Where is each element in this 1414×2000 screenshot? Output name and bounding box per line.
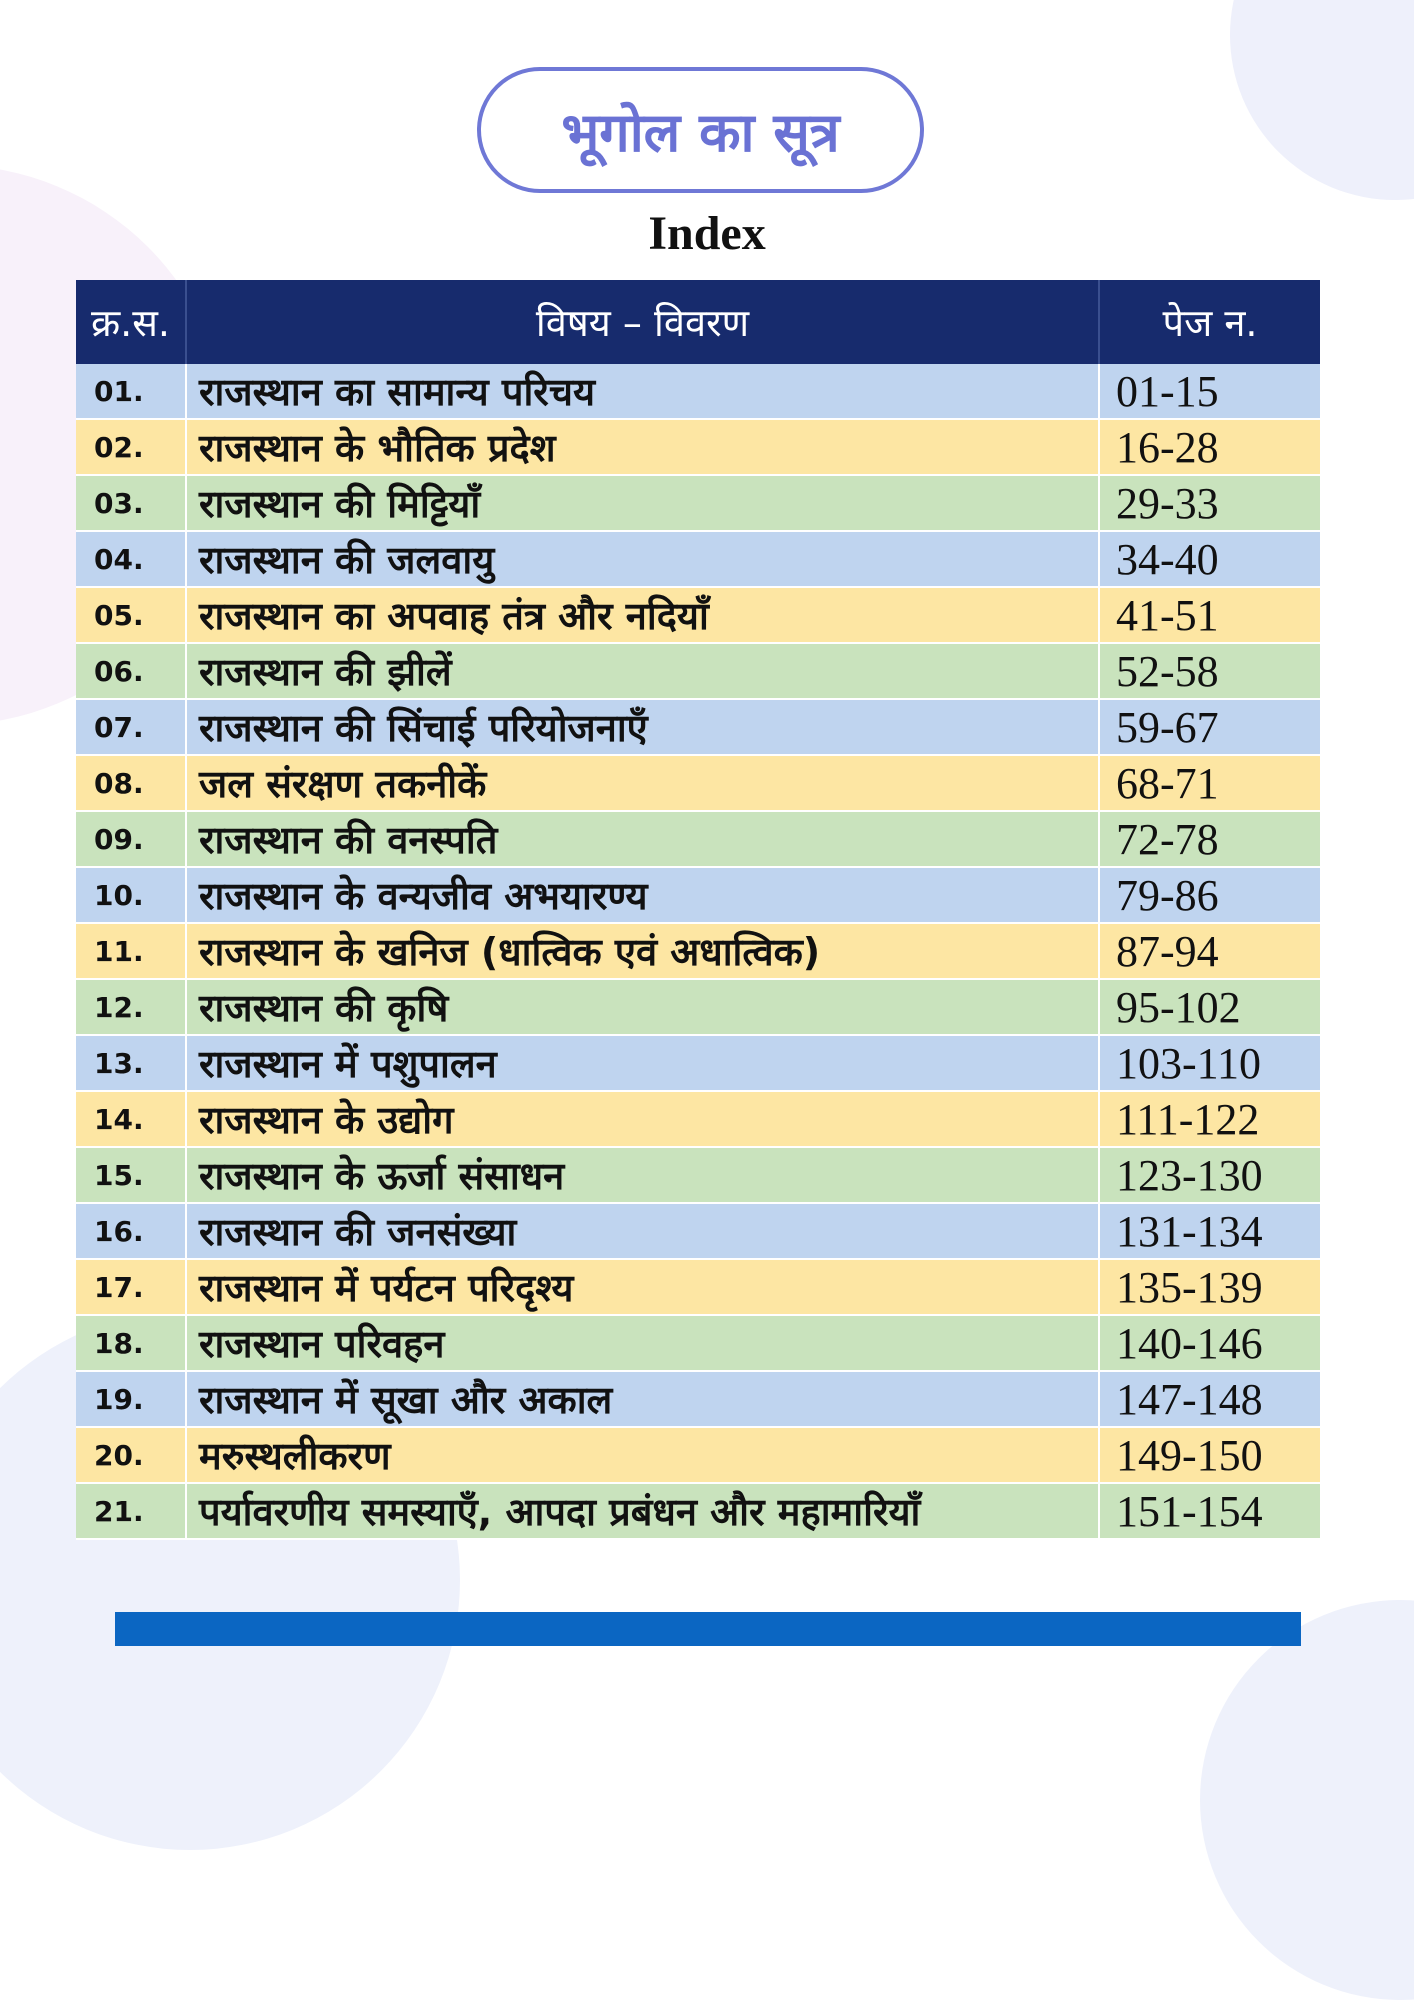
subject-cell: राजस्थान की मिट्टियाँ bbox=[186, 475, 1099, 531]
page-range: 72-78 bbox=[1099, 811, 1320, 867]
subject-cell: मरुस्थलीकरण bbox=[186, 1427, 1099, 1483]
serial-number: 13. bbox=[76, 1035, 186, 1091]
page-range: 151-154 bbox=[1099, 1483, 1320, 1539]
page-range: 149-150 bbox=[1099, 1427, 1320, 1483]
index-heading: Index bbox=[648, 207, 766, 260]
subject-cell: पर्यावरणीय समस्याएँ, आपदा प्रबंधन और महामारियाँ bbox=[186, 1483, 1099, 1539]
table-row bbox=[76, 1091, 1320, 1147]
table-row bbox=[76, 531, 1320, 587]
serial-number: 14. bbox=[76, 1091, 186, 1147]
index-table bbox=[76, 280, 1320, 1540]
page-range: 16-28 bbox=[1099, 419, 1320, 475]
serial-number: 15. bbox=[76, 1147, 186, 1203]
serial-number: 16. bbox=[76, 1203, 186, 1259]
subject-cell: राजस्थान की वनस्पति bbox=[186, 811, 1099, 867]
serial-number: 11. bbox=[76, 923, 186, 979]
table-row bbox=[76, 811, 1320, 867]
serial-number: 09. bbox=[76, 811, 186, 867]
table-row bbox=[76, 979, 1320, 1035]
subject-cell: राजस्थान के भौतिक प्रदेश bbox=[186, 419, 1099, 475]
serial-number: 20. bbox=[76, 1427, 186, 1483]
table-row bbox=[76, 1035, 1320, 1091]
page-range: 41-51 bbox=[1099, 587, 1320, 643]
table-row bbox=[76, 867, 1320, 923]
page-range: 87-94 bbox=[1099, 923, 1320, 979]
serial-number: 01. bbox=[76, 364, 186, 419]
serial-number: 08. bbox=[76, 755, 186, 811]
table-row bbox=[76, 1483, 1320, 1539]
page-range: 79-86 bbox=[1099, 867, 1320, 923]
serial-number: 17. bbox=[76, 1259, 186, 1315]
column-header-serial: क्र.स. bbox=[76, 280, 186, 364]
serial-number: 21. bbox=[76, 1483, 186, 1539]
page-range: 59-67 bbox=[1099, 699, 1320, 755]
subject-cell: जल संरक्षण तकनीकें bbox=[186, 755, 1099, 811]
decorative-circle bbox=[1200, 1600, 1414, 2000]
table-row bbox=[76, 475, 1320, 531]
page-range: 147-148 bbox=[1099, 1371, 1320, 1427]
page-range: 140-146 bbox=[1099, 1315, 1320, 1371]
table-row bbox=[76, 1259, 1320, 1315]
serial-number: 05. bbox=[76, 587, 186, 643]
decorative-circle bbox=[1230, 0, 1414, 200]
page-range: 34-40 bbox=[1099, 531, 1320, 587]
subject-cell: राजस्थान में सूखा और अकाल bbox=[186, 1371, 1099, 1427]
subject-cell: राजस्थान के ऊर्जा संसाधन bbox=[186, 1147, 1099, 1203]
page-range: 123-130 bbox=[1099, 1147, 1320, 1203]
bottom-bar bbox=[115, 1612, 1301, 1646]
subject-cell: राजस्थान की कृषि bbox=[186, 979, 1099, 1035]
table-row bbox=[76, 419, 1320, 475]
subject-cell: राजस्थान में पर्यटन परिदृश्य bbox=[186, 1259, 1099, 1315]
subject-cell: राजस्थान के खनिज (धात्विक एवं अधात्विक) bbox=[186, 923, 1099, 979]
subject-cell: राजस्थान में पशुपालन bbox=[186, 1035, 1099, 1091]
subject-cell: राजस्थान के वन्यजीव अभयारण्य bbox=[186, 867, 1099, 923]
table-row bbox=[76, 364, 1320, 419]
page-title: भूगोल का सूत्र bbox=[561, 101, 840, 164]
page-range: 111-122 bbox=[1099, 1091, 1320, 1147]
table-row bbox=[76, 755, 1320, 811]
serial-number: 07. bbox=[76, 699, 186, 755]
page-range: 131-134 bbox=[1099, 1203, 1320, 1259]
subject-cell: राजस्थान परिवहन bbox=[186, 1315, 1099, 1371]
title-badge bbox=[477, 67, 924, 193]
serial-number: 02. bbox=[76, 419, 186, 475]
page-range: 103-110 bbox=[1099, 1035, 1320, 1091]
serial-number: 19. bbox=[76, 1371, 186, 1427]
subject-cell: राजस्थान के उद्योग bbox=[186, 1091, 1099, 1147]
page-range: 95-102 bbox=[1099, 979, 1320, 1035]
page-range: 68-71 bbox=[1099, 755, 1320, 811]
serial-number: 12. bbox=[76, 979, 186, 1035]
column-header-pages: पेज न. bbox=[1099, 280, 1320, 364]
table-row bbox=[76, 1427, 1320, 1483]
table-row bbox=[76, 1147, 1320, 1203]
page-range: 52-58 bbox=[1099, 643, 1320, 699]
serial-number: 04. bbox=[76, 531, 186, 587]
table-row bbox=[76, 923, 1320, 979]
table-row bbox=[76, 643, 1320, 699]
subject-cell: राजस्थान की जनसंख्या bbox=[186, 1203, 1099, 1259]
subject-cell: राजस्थान की सिंचाई परियोजनाएँ bbox=[186, 699, 1099, 755]
serial-number: 06. bbox=[76, 643, 186, 699]
subject-cell: राजस्थान की झीलें bbox=[186, 643, 1099, 699]
serial-number: 03. bbox=[76, 475, 186, 531]
subject-cell: राजस्थान की जलवायु bbox=[186, 531, 1099, 587]
table-row bbox=[76, 1371, 1320, 1427]
column-header-subject: विषय – विवरण bbox=[186, 280, 1099, 364]
serial-number: 18. bbox=[76, 1315, 186, 1371]
page-range: 135-139 bbox=[1099, 1259, 1320, 1315]
page-range: 01-15 bbox=[1099, 364, 1320, 419]
page-range: 29-33 bbox=[1099, 475, 1320, 531]
subject-cell: राजस्थान का अपवाह तंत्र और नदियाँ bbox=[186, 587, 1099, 643]
table-row bbox=[76, 699, 1320, 755]
table-row bbox=[76, 1203, 1320, 1259]
serial-number: 10. bbox=[76, 867, 186, 923]
table-row bbox=[76, 1315, 1320, 1371]
table-row bbox=[76, 587, 1320, 643]
subject-cell: राजस्थान का सामान्य परिचय bbox=[186, 364, 1099, 419]
table-header-row bbox=[76, 280, 1320, 364]
